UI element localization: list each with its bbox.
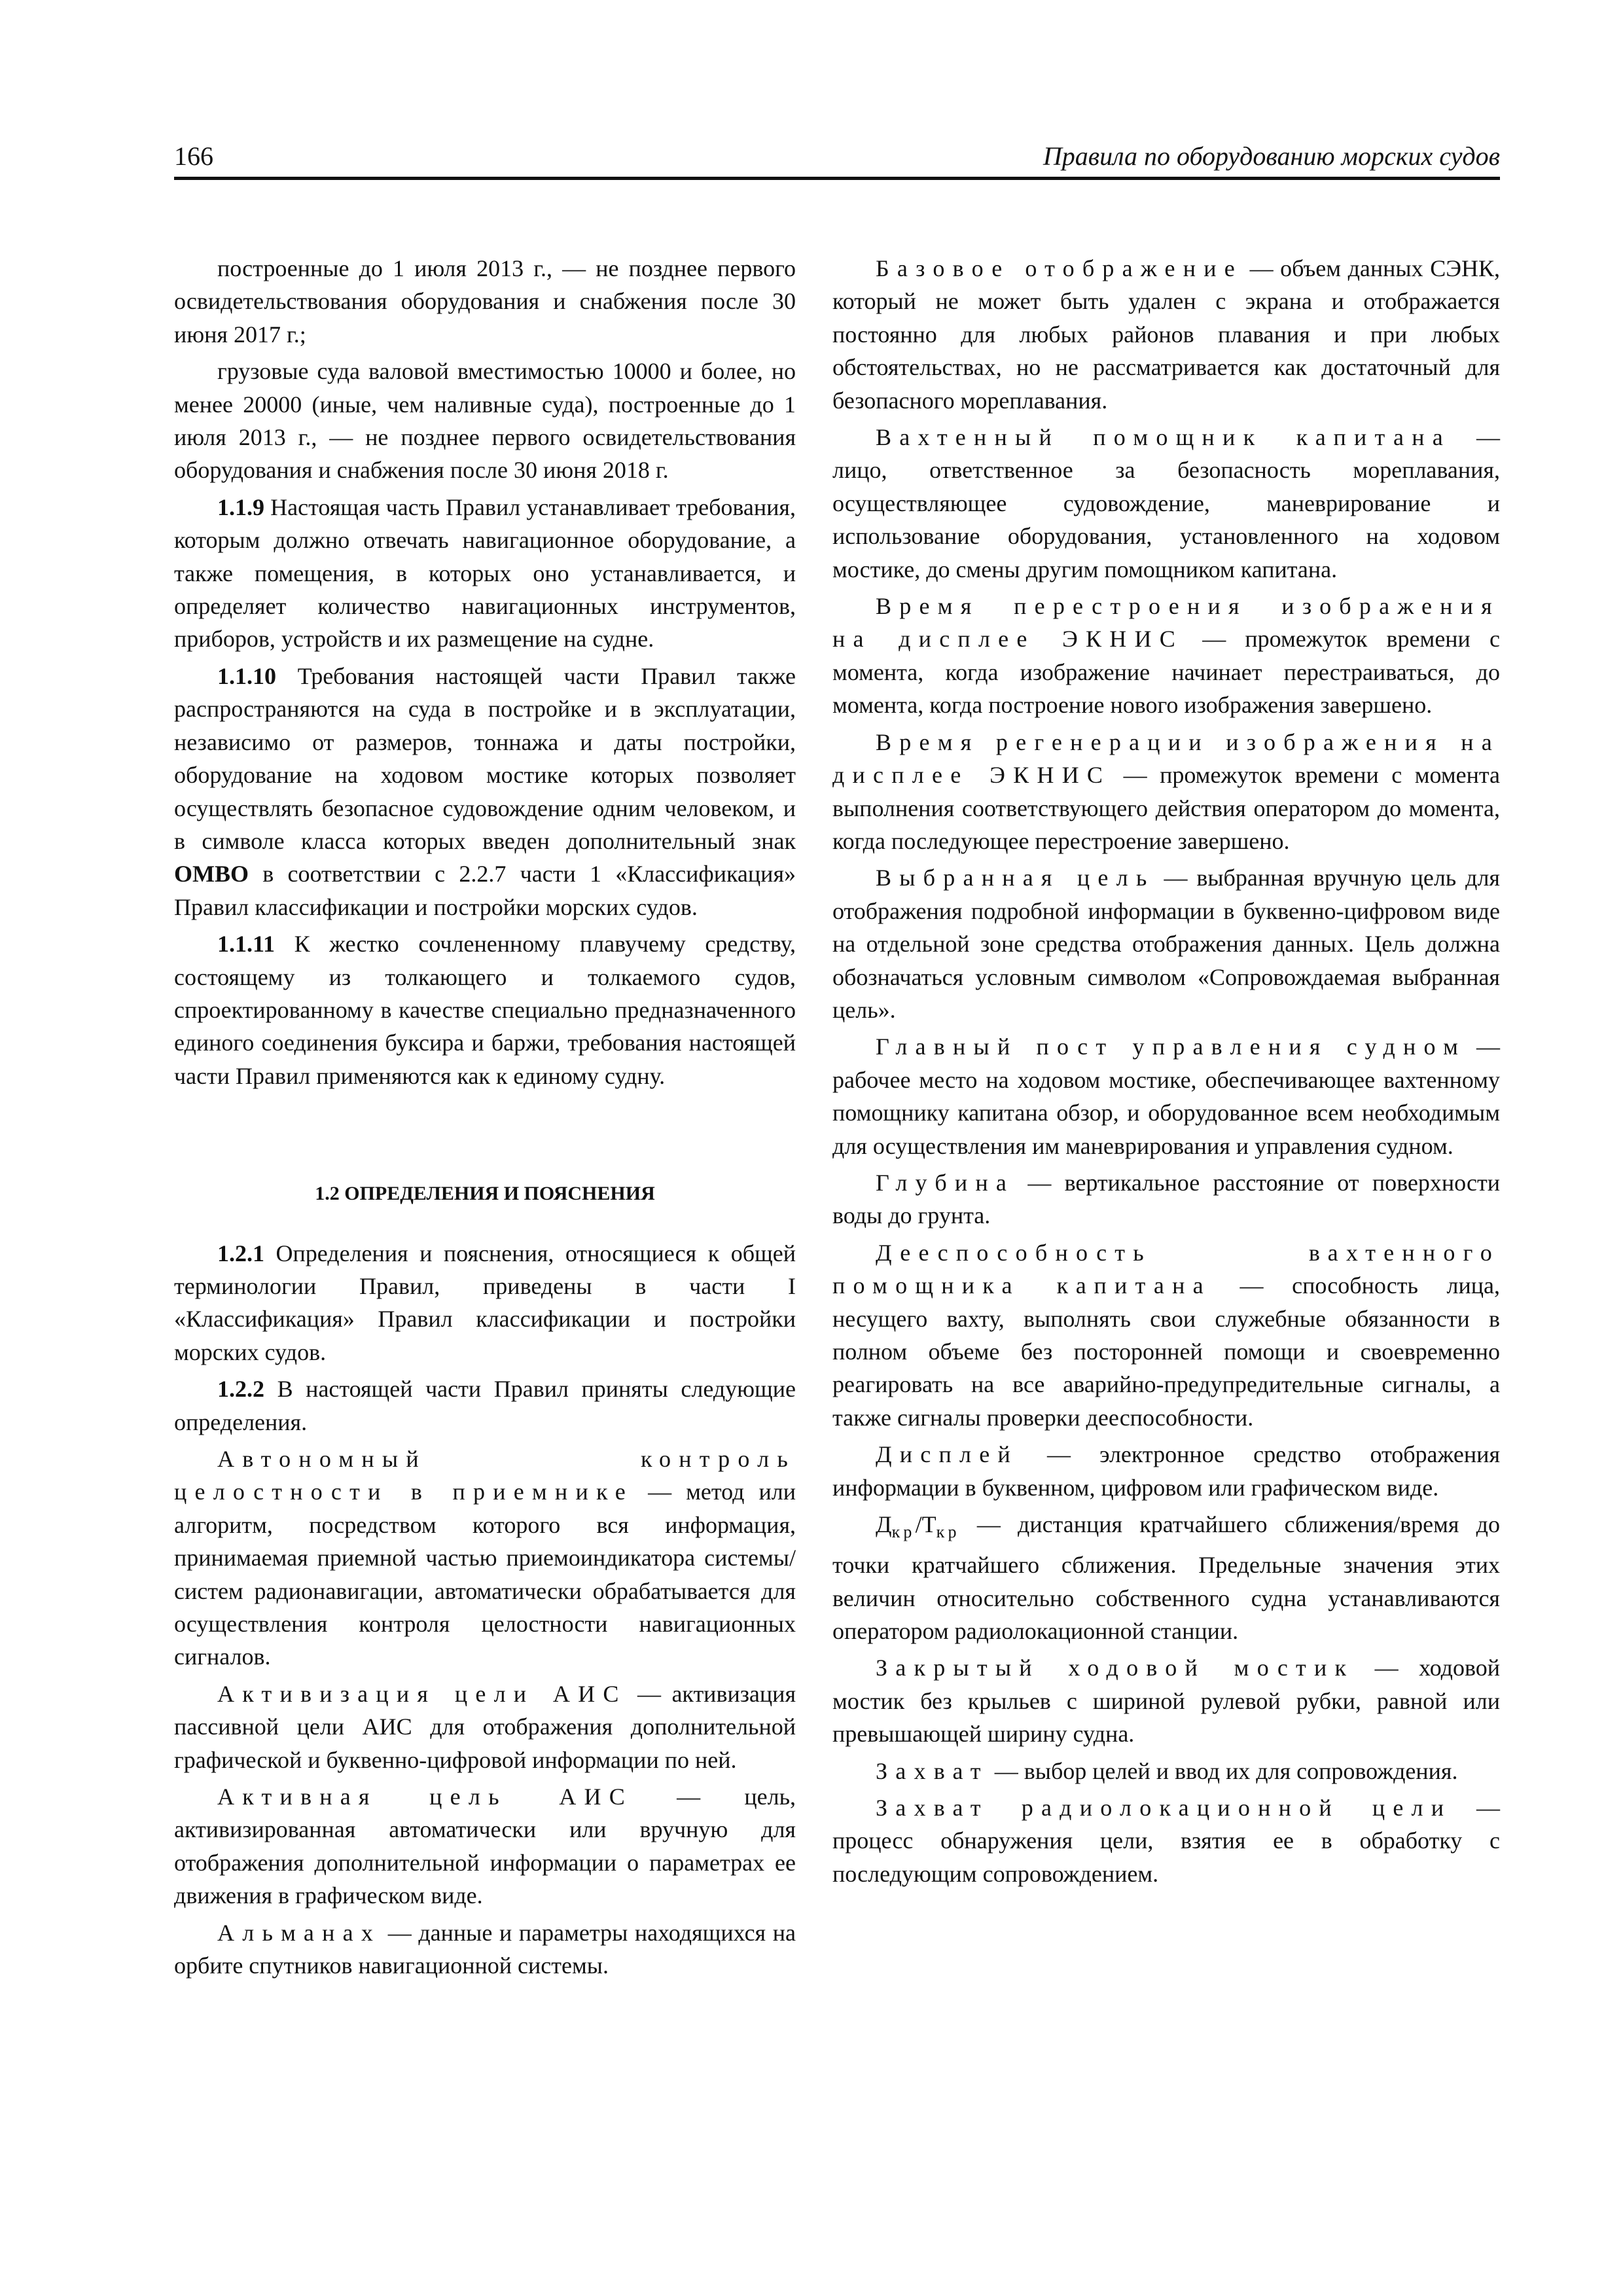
definition-term: Активизация цели АИС bbox=[217, 1680, 627, 1707]
paragraph: грузовые суда валовой вместимостью 10000 и более, но менее 20000 (иные, чем наливные суда), построенные до 1 июля 2013 г., — не позднее первого освидетельствования оборудования и снабжения после 30 июня 2018 г. bbox=[174, 358, 796, 484]
definition-term: Захват bbox=[876, 1757, 989, 1784]
definition-term: Дисплей bbox=[876, 1441, 1018, 1468]
definition-term: Глубина bbox=[876, 1169, 1015, 1196]
clause-1-2-2: 1.2.2 В настоящей части Правил приняты следующие определения. bbox=[174, 1376, 796, 1435]
clause-number: 1.2.2 bbox=[217, 1376, 264, 1403]
clause-1-1-11: 1.1.11 К жестко сочлененному плавучему средству, состоящему из толкающего и толкаемого судов, спроектированному в качестве специально предназначенного единого соединения буксира и баржи, требования настоящей части Правил применяются как к единому судну. bbox=[174, 931, 796, 1089]
definition: Закрытый ходовой мостик — ходовой мостик без крыльев с шириной рулевой рубки, равной или превышающей ширину судна. bbox=[832, 1655, 1500, 1748]
definition-term: Захват радиолокационной цели bbox=[876, 1795, 1452, 1821]
right-column bbox=[832, 252, 1500, 1894]
definition: Базовое отображение — объем данных СЭНК, который не может быть удален с экрана и отображается постоянно для любых районов плавания и при любых обстоятельствах, но не рассматривается как достаточный для безопасного мореплавания. bbox=[832, 255, 1500, 414]
definition-term: Выбранная цель bbox=[876, 865, 1155, 891]
definition: Время регенерации изображения на дисплее ЭКНИС — промежуток времени с момента выполнения соответствующего действия оператором до момента, когда последующее перестроение завершено. bbox=[832, 728, 1501, 854]
definition: Глубина — вертикальное расстояние от поверхности воды до грунта. bbox=[832, 1169, 1500, 1229]
definition: Захват радиолокационной цели — процесс обнаружения цели, взятия ее в обработку с последующим сопровождением. bbox=[832, 1795, 1500, 1887]
running-title: Правила по оборудованию морских судов bbox=[1043, 141, 1500, 171]
definition: Активизация цели АИС — активизация пассивной цели АИС для отображения дополнительной графической и буквенно-цифровой информации по ней. bbox=[174, 1680, 796, 1773]
page-header bbox=[174, 141, 1500, 180]
clause-1-1-9: 1.1.9 Настоящая часть Правил устанавливает требования, которым должно отвечать навигационное оборудование, а также помещения, в которых оно устанавливается, и определяет количество навигационных инструментов, приборов, устройств и их размещение на судне. bbox=[174, 493, 796, 653]
definition-term: $Д_{кр}/Т_{кр}$ bbox=[876, 1511, 960, 1541]
definition-term: Время перестроения изображения на дисплее ЭКНИС bbox=[832, 593, 1500, 653]
clause-1-2-1: 1.2.1 Определения и пояснения, относящиеся к общей терминологии Правил, приведены в части I «Классификация» Правил классификации и постройки морских судов. bbox=[174, 1240, 796, 1365]
definition: Дееспособность вахтенного помощника капитана — способность лица, несущего вахту, выполнять свои служебные обязанности в полном объеме без посторонней помощи и своевременно реагировать на все аварийно-предупредительные сигналы, а также сигналы проверки дееспособности. bbox=[832, 1239, 1500, 1431]
page-number: 166 bbox=[174, 141, 213, 171]
definition-term: Автономный контроль целостности в приемнике bbox=[174, 1446, 796, 1505]
definition-term: Главный пост управления судном bbox=[876, 1033, 1467, 1060]
clause-number: 1.1.11 bbox=[217, 931, 276, 958]
definition: Главный пост управления судном — рабочее место на ходовом мостике, обеспечивающее вахтенному помощнику капитана обзор, и оборудованное всем необходимым для осуществления им маневрирования и управления судном. bbox=[832, 1033, 1500, 1159]
definition: Вахтенный помощник капитана — лицо, ответственное за безопасность мореплавания, осуществляющее судовождение, маневрирование и использование оборудования, установленного на ходовом мостике, до смены другим помощником капитана. bbox=[832, 424, 1501, 583]
definition-term: Время регенерации изображения на дисплее ЭКНИС bbox=[832, 728, 1500, 789]
definition: $Д_{кр}/Т_{кр}$ — дистанция кратчайшего сближения/время до точки кратчайшего сближения. Предельные значения этих величин относительно собственного судна устанавливаются оператором радиолокационной станции. bbox=[832, 1511, 1500, 1645]
definition: Дисплей — электронное средство отображения информации в буквенном, цифровом или графическом виде. bbox=[832, 1441, 1500, 1501]
clause-number: 1.1.10 bbox=[217, 662, 276, 689]
definition: Автономный контроль целостности в приемнике — метод или алгоритм, посредством которого вся информация, принимаемая приемной частью приемоиндикатора системы/систем радионавигации, автоматически обрабатывается для осуществления контроля целостности навигационных сигналов. bbox=[174, 1446, 796, 1670]
clause-number: 1.1.9 bbox=[217, 493, 264, 520]
header-rule bbox=[174, 177, 1500, 180]
definition-term: Закрытый ходовой мостик bbox=[876, 1655, 1355, 1681]
paragraph: построенные до 1 июля 2013 г., — не позднее первого освидетельствования оборудования и снабжения после 30 июня 2017 г.; bbox=[174, 255, 796, 348]
definition-term: Активная цель АИС bbox=[217, 1784, 633, 1810]
definition: Альманах — данные и параметры находящихся на орбите спутников навигационной системы. bbox=[174, 1919, 796, 1979]
definition: Захват — выбор целей и ввод их для сопровождения. bbox=[876, 1757, 1458, 1784]
left-column bbox=[174, 252, 796, 1986]
definition-term: Альманах bbox=[217, 1919, 382, 1946]
definition-term: Базовое отображение bbox=[876, 255, 1243, 281]
definition-term: Вахтенный помощник капитана bbox=[876, 424, 1451, 451]
section-title: 1.2 ОПРЕДЕЛЕНИЯ И ПОЯСНЕНИЯ bbox=[315, 1183, 655, 1205]
definition: Время перестроения изображения на дисплее ЭКНИС — промежуток времени с момента, когда изображение начинает перестраиваться, до момента, когда построение нового изображения завершено. bbox=[832, 593, 1500, 719]
class-mark: OMBO bbox=[174, 861, 249, 888]
clause-number: 1.2.1 bbox=[217, 1240, 264, 1266]
clause-1-1-10: 1.1.10 Требования настоящей части Правил также распространяются на суда в постройке и в эксплуатации, независимо от размеров, тоннажа и даты постройки, оборудование на ходовом мостике которых позволяет осуществлять безопасное судовождение одним человеком, и в символе класса которых введен дополнительный знак OMBO в соответствии с 2.2.7 части 1 «Классификация» Правил классификации и постройки морских судов. bbox=[174, 662, 796, 920]
definition-term: Дееспособность вахтенного помощника капитана bbox=[832, 1239, 1500, 1299]
definition: Активная цель АИС — цель, активизированная автоматически или вручную для отображения дополнительной информации о параметрах ее движения в графическом виде. bbox=[174, 1784, 796, 1909]
definition: Выбранная цель — выбранная вручную цель для отображения подробной информации в буквенно-цифровом виде на отдельной зоне средства отображения данных. Цель должна обозначаться условным символом «Сопровождаемая выбранная цель». bbox=[832, 865, 1500, 1023]
